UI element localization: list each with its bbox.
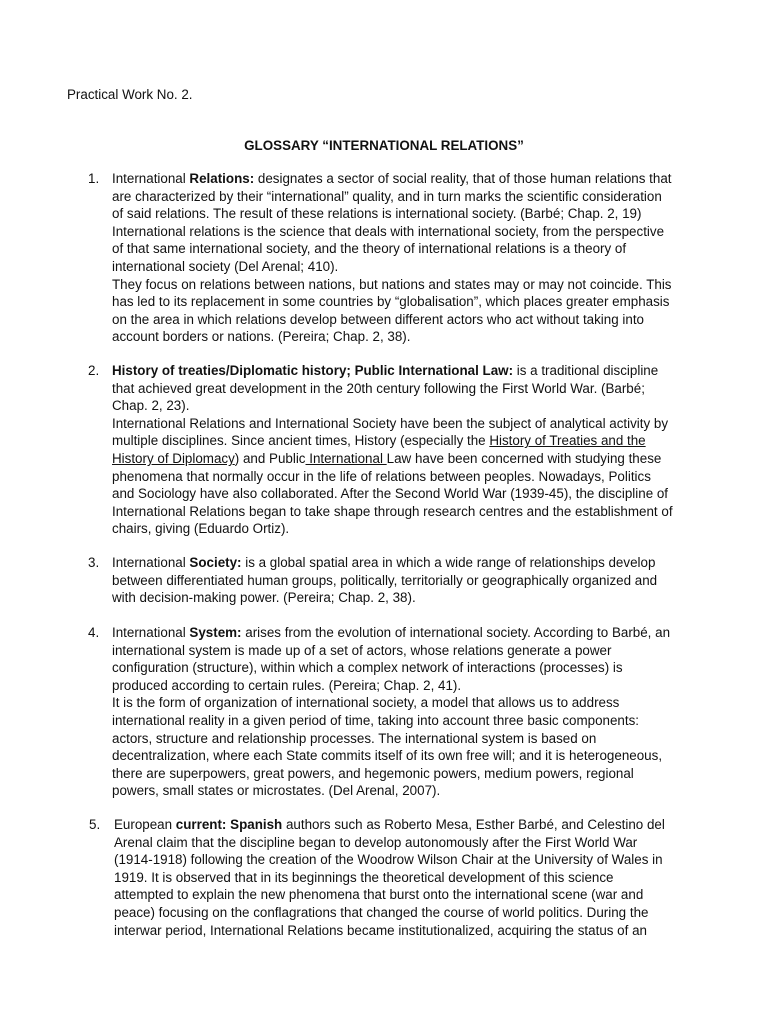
underlined-text: History of Treaties and the	[489, 433, 646, 449]
entry-line	[112, 782, 440, 800]
entry-line	[112, 624, 670, 642]
entry-line	[112, 589, 416, 607]
text-segment: International	[112, 171, 190, 186]
entry-line	[112, 258, 338, 276]
entry-line	[114, 869, 613, 887]
text-segment: account borders or nations. (Pereira; Chap. 2, 38).	[112, 329, 411, 345]
text-segment: international society (Del Arenal; 410).	[112, 259, 339, 274]
entry-line	[112, 450, 661, 468]
text-segment: designates a sector of social reality, that of those human relations that	[254, 171, 672, 186]
text-segment: International relations is the science that deals with international society, from the perspective	[112, 223, 665, 239]
entry-line	[114, 834, 637, 852]
entry-number: 5.	[89, 817, 101, 832]
entry-line	[112, 677, 461, 695]
entry-line	[112, 747, 662, 765]
text-segment: Law have been concerned with studying these	[386, 451, 662, 466]
text-segment: of said relations. The result of these relations is international society. (Barbé; Chap. 2, 19)	[112, 206, 642, 222]
text-segment: Arenal claim that the discipline began to develop autonomously after the First World War	[114, 834, 638, 850]
text-segment: is a global spatial area in which a wide range of relationships develop	[241, 555, 656, 570]
entry-line	[112, 730, 596, 748]
entry-line	[112, 415, 668, 433]
term-label: Relations:	[189, 171, 255, 186]
text-segment: on the area in which relations develop between different actors who act without taking into	[112, 311, 644, 327]
text-segment: ) and Public	[234, 451, 306, 466]
text-segment: with decision-making power. (Pereira; Chap. 2, 38).	[112, 590, 416, 606]
term-label: System:	[189, 625, 242, 640]
entry-number: 3.	[88, 555, 100, 570]
entry-line	[112, 503, 673, 521]
text-segment: interwar period, International Relations became institutionalized, acquiring the status of an	[114, 922, 647, 938]
text-segment: arises from the evolution of international society. According to Barbé, an	[241, 625, 671, 640]
text-segment: International	[112, 555, 190, 570]
entry-line	[114, 922, 647, 940]
text-segment: of that same international society, and the theory of international relations is a theory of	[112, 241, 627, 257]
text-segment: Chap. 2, 23).	[112, 398, 190, 414]
entry-line	[112, 554, 655, 572]
entry-line	[112, 276, 672, 294]
entry-line	[112, 572, 657, 590]
text-segment: authors such as Roberto Mesa, Esther Barbé, and Celestino del	[282, 817, 665, 832]
entry-line	[112, 659, 623, 677]
text-segment: decentralization, where each State commits itself of its own free will; and it is heterogeneous,	[112, 748, 663, 764]
text-segment: peace) focusing on the conflagrations that changed the course of world politics. During the	[114, 905, 649, 920]
term-label: Spanish	[230, 817, 283, 832]
entry-line	[112, 170, 671, 188]
entry-number: 4.	[88, 625, 100, 640]
text-segment: European	[114, 817, 176, 832]
entry-line	[112, 397, 189, 415]
text-segment: multiple disciplines. Since ancient times, History (especially the	[112, 433, 490, 449]
text-segment: International Relations began to take shape through research centres and the establishment of	[112, 503, 673, 519]
text-segment: International	[112, 625, 190, 640]
entry-line	[114, 851, 663, 869]
entry-line	[114, 816, 665, 834]
text-segment: phenomena that normally occur in the life of relations between peoples. Nowadays, Politics	[112, 468, 651, 484]
entry-line	[112, 712, 639, 730]
entry-line	[112, 240, 626, 258]
text-segment: attempted to explain the new phenomena that burst onto the international scene (war and	[114, 887, 644, 903]
text-segment: It is the form of organization of international society, a model that allows us to address	[112, 695, 620, 711]
text-segment: produced according to certain rules. (Pereira; Chap. 2, 41).	[112, 677, 462, 693]
text-segment: They focus on relations between nations, but nations and states may or may not coincide. This	[112, 276, 672, 292]
practical-work-header: Practical Work No. 2.	[67, 87, 193, 102]
entry-line	[114, 904, 648, 922]
entry-line	[112, 188, 662, 206]
entry-line	[112, 293, 669, 311]
entry-line	[112, 485, 668, 503]
text-segment: powers, small states or microstates. (Del Arenal, 2007).	[112, 783, 441, 799]
text-segment: and Sociology have also collaborated. After the Second World War (1939-45), the discipline of	[112, 486, 669, 502]
entry-line	[112, 642, 611, 660]
text-segment: is a traditional discipline	[513, 363, 659, 378]
entry-line	[112, 380, 645, 398]
text-segment: has led to its replacement in some countries by “globalisation”, which places greater emphasis	[112, 294, 670, 310]
entry-line	[112, 205, 641, 223]
text-segment: between differentiated human groups, politically, territorially or geographically organized and	[112, 572, 658, 588]
term-label: History of treaties/Diplomatic history; Public International Law:	[112, 363, 514, 378]
text-segment: international system is made up of a set of actors, whose relations generate a power	[112, 642, 612, 658]
underlined-text: International	[305, 451, 387, 466]
entry-line	[112, 694, 619, 712]
term-label: Society:	[189, 555, 242, 570]
entry-line	[112, 432, 646, 450]
entry-number: 1.	[88, 171, 100, 186]
entry-line	[112, 362, 658, 380]
text-segment: actors, structure and relationship processes. The international system is based on	[112, 730, 597, 746]
text-segment: configuration (structure), within which a complex network of interactions (processes) is	[112, 660, 623, 676]
text-segment: International Relations and International Society have been the subject of analytical activity by	[112, 415, 669, 431]
text-segment: 1919. It is observed that in its beginnings the theoretical development of this science	[114, 869, 614, 885]
text-segment: international reality in a given period of time, taking into account three basic components:	[112, 713, 640, 728]
entry-line	[112, 223, 664, 241]
text-segment: chairs, giving (Eduardo Ortiz).	[112, 521, 290, 537]
text-segment: are characterized by their “international” quality, and in turn marks the scientific consideration	[112, 188, 662, 204]
entry-line	[112, 765, 634, 783]
entry-line	[112, 468, 651, 486]
term-label: current:	[175, 817, 227, 832]
underlined-text: History of Diplomacy	[112, 451, 235, 466]
entry-line	[114, 886, 643, 904]
entry-number: 2.	[88, 363, 100, 378]
entry-line	[112, 520, 289, 538]
text-segment: (1914-1918) following the creation of the Woodrow Wilson Chair at the University of Wales in	[114, 852, 663, 868]
text-segment: that achieved great development in the 20th century following the First World War. (Barbé;	[112, 380, 645, 396]
glossary-title: GLOSSARY “INTERNATIONAL RELATIONS”	[244, 138, 524, 153]
entry-line	[112, 311, 644, 329]
entry-line	[112, 328, 410, 346]
text-segment: there are superpowers, great powers, and hegemonic powers, medium powers, regional	[112, 765, 634, 781]
